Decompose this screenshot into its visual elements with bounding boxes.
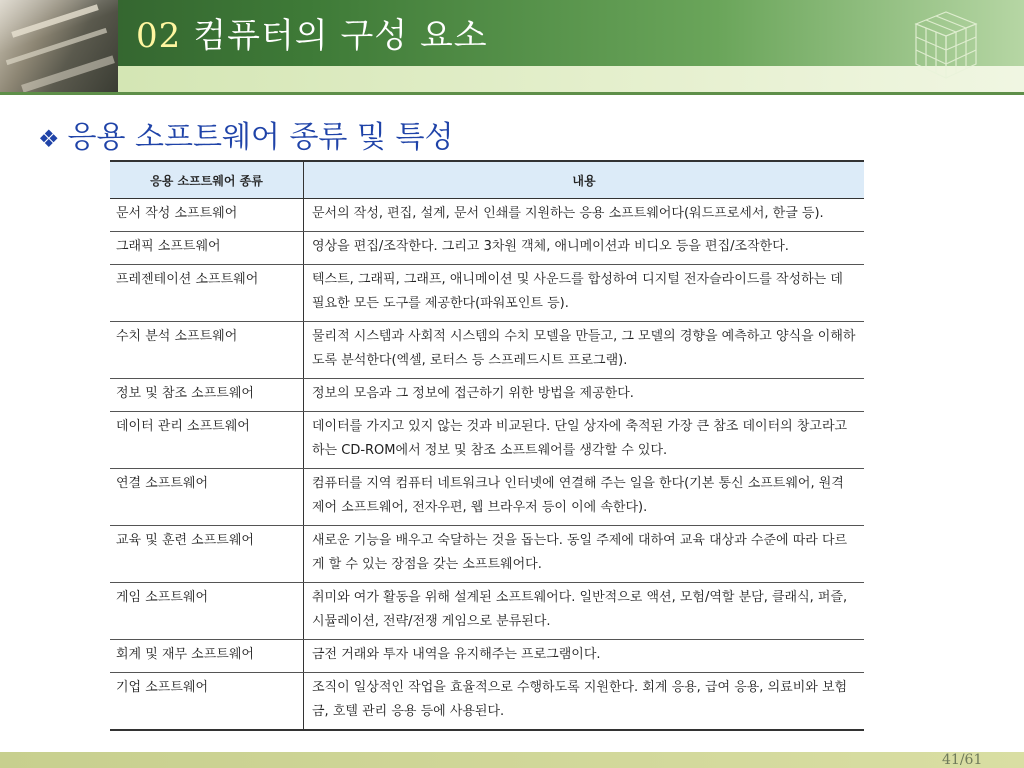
row-description: 데이터를 가지고 있지 않는 것과 비교된다. 단일 상자에 축적된 가장 큰 참조 데이터의 창고라고 하는 CD-ROM에서 정보 및 참조 소프트웨어를 생각할 수 있다. bbox=[304, 412, 865, 469]
row-type: 회계 및 재무 소프트웨어 bbox=[110, 640, 304, 673]
slide-number: 02 bbox=[136, 16, 182, 56]
row-description: 조직이 일상적인 작업을 효율적으로 수행하도록 지원한다. 회계 응용, 급여 응용, 의료비와 보험금, 호텔 관리 응용 등에 사용된다. bbox=[304, 673, 865, 731]
table-row bbox=[110, 673, 864, 731]
row-type: 문서 작성 소프트웨어 bbox=[110, 199, 304, 232]
slide-title-text: 컴퓨터의 구성 요소 bbox=[193, 16, 488, 56]
table-row bbox=[110, 640, 864, 673]
row-description: 영상을 편집/조작한다. 그리고 3차원 객체, 애니메이션과 비디오 등을 편집/조작한다. bbox=[304, 232, 865, 265]
row-type: 연결 소프트웨어 bbox=[110, 469, 304, 526]
table-row bbox=[110, 412, 864, 469]
slide-title bbox=[136, 8, 488, 57]
table-row bbox=[110, 322, 864, 379]
column-header-content: 내용 bbox=[304, 161, 865, 199]
row-type: 정보 및 참조 소프트웨어 bbox=[110, 379, 304, 412]
page-number: 41/61 bbox=[942, 752, 983, 768]
row-type: 프레젠테이션 소프트웨어 bbox=[110, 265, 304, 322]
row-description: 정보의 모음과 그 정보에 접근하기 위한 방법을 제공한다. bbox=[304, 379, 865, 412]
table-row bbox=[110, 526, 864, 583]
cube-logo-icon bbox=[896, 4, 996, 90]
column-header-type: 응용 소프트웨어 종류 bbox=[110, 161, 304, 199]
header-photo bbox=[0, 0, 118, 92]
row-description: 문서의 작성, 편집, 설계, 문서 인쇄를 지원하는 응용 소프트웨어다(워드프로세서, 한글 등). bbox=[304, 199, 865, 232]
section-heading bbox=[38, 112, 453, 156]
header-band bbox=[118, 66, 1024, 92]
header-divider bbox=[0, 92, 1024, 95]
footer-bar bbox=[0, 752, 1024, 768]
row-type: 그래픽 소프트웨어 bbox=[110, 232, 304, 265]
table-row bbox=[110, 469, 864, 526]
table-row bbox=[110, 265, 864, 322]
table-row bbox=[110, 232, 864, 265]
table-row bbox=[110, 583, 864, 640]
row-type: 게임 소프트웨어 bbox=[110, 583, 304, 640]
row-description: 취미와 여가 활동을 위해 설계된 소프트웨어다. 일반적으로 액션, 모험/역할 분담, 클래식, 퍼즐, 시뮬레이션, 전략/전쟁 게임으로 분류된다. bbox=[304, 583, 865, 640]
row-description: 물리적 시스템과 사회적 시스템의 수치 모델을 만들고, 그 모델의 경향을 예측하고 양식을 이해하도록 분석한다(엑셀, 로터스 등 스프레드시트 프로그램). bbox=[304, 322, 865, 379]
row-description: 금전 거래와 투자 내역을 유지해주는 프로그램이다. bbox=[304, 640, 865, 673]
row-type: 기업 소프트웨어 bbox=[110, 673, 304, 731]
row-description: 새로운 기능을 배우고 숙달하는 것을 돕는다. 동일 주제에 대하여 교육 대상과 수준에 따라 다르게 할 수 있는 장점을 갖는 소프트웨어다. bbox=[304, 526, 865, 583]
section-heading-text: 응용 소프트웨어 종류 및 특성 bbox=[67, 120, 454, 155]
table-header-row bbox=[110, 161, 864, 199]
software-types-table bbox=[110, 160, 864, 731]
row-type: 수치 분석 소프트웨어 bbox=[110, 322, 304, 379]
row-type: 교육 및 훈련 소프트웨어 bbox=[110, 526, 304, 583]
row-type: 데이터 관리 소프트웨어 bbox=[110, 412, 304, 469]
table-row bbox=[110, 379, 864, 412]
diamond-bullet-icon: ❖ bbox=[38, 125, 60, 153]
row-description: 텍스트, 그래픽, 그래프, 애니메이션 및 사운드를 합성하여 디지털 전자슬라이드를 작성하는 데 필요한 모든 도구를 제공한다(파워포인트 등). bbox=[304, 265, 865, 322]
row-description: 컴퓨터를 지역 컴퓨터 네트워크나 인터넷에 연결해 주는 일을 한다(기본 통신 소프트웨어, 원격 제어 소프트웨어, 전자우편, 웹 브라우저 등이 이에 속한다). bbox=[304, 469, 865, 526]
table-row bbox=[110, 199, 864, 232]
